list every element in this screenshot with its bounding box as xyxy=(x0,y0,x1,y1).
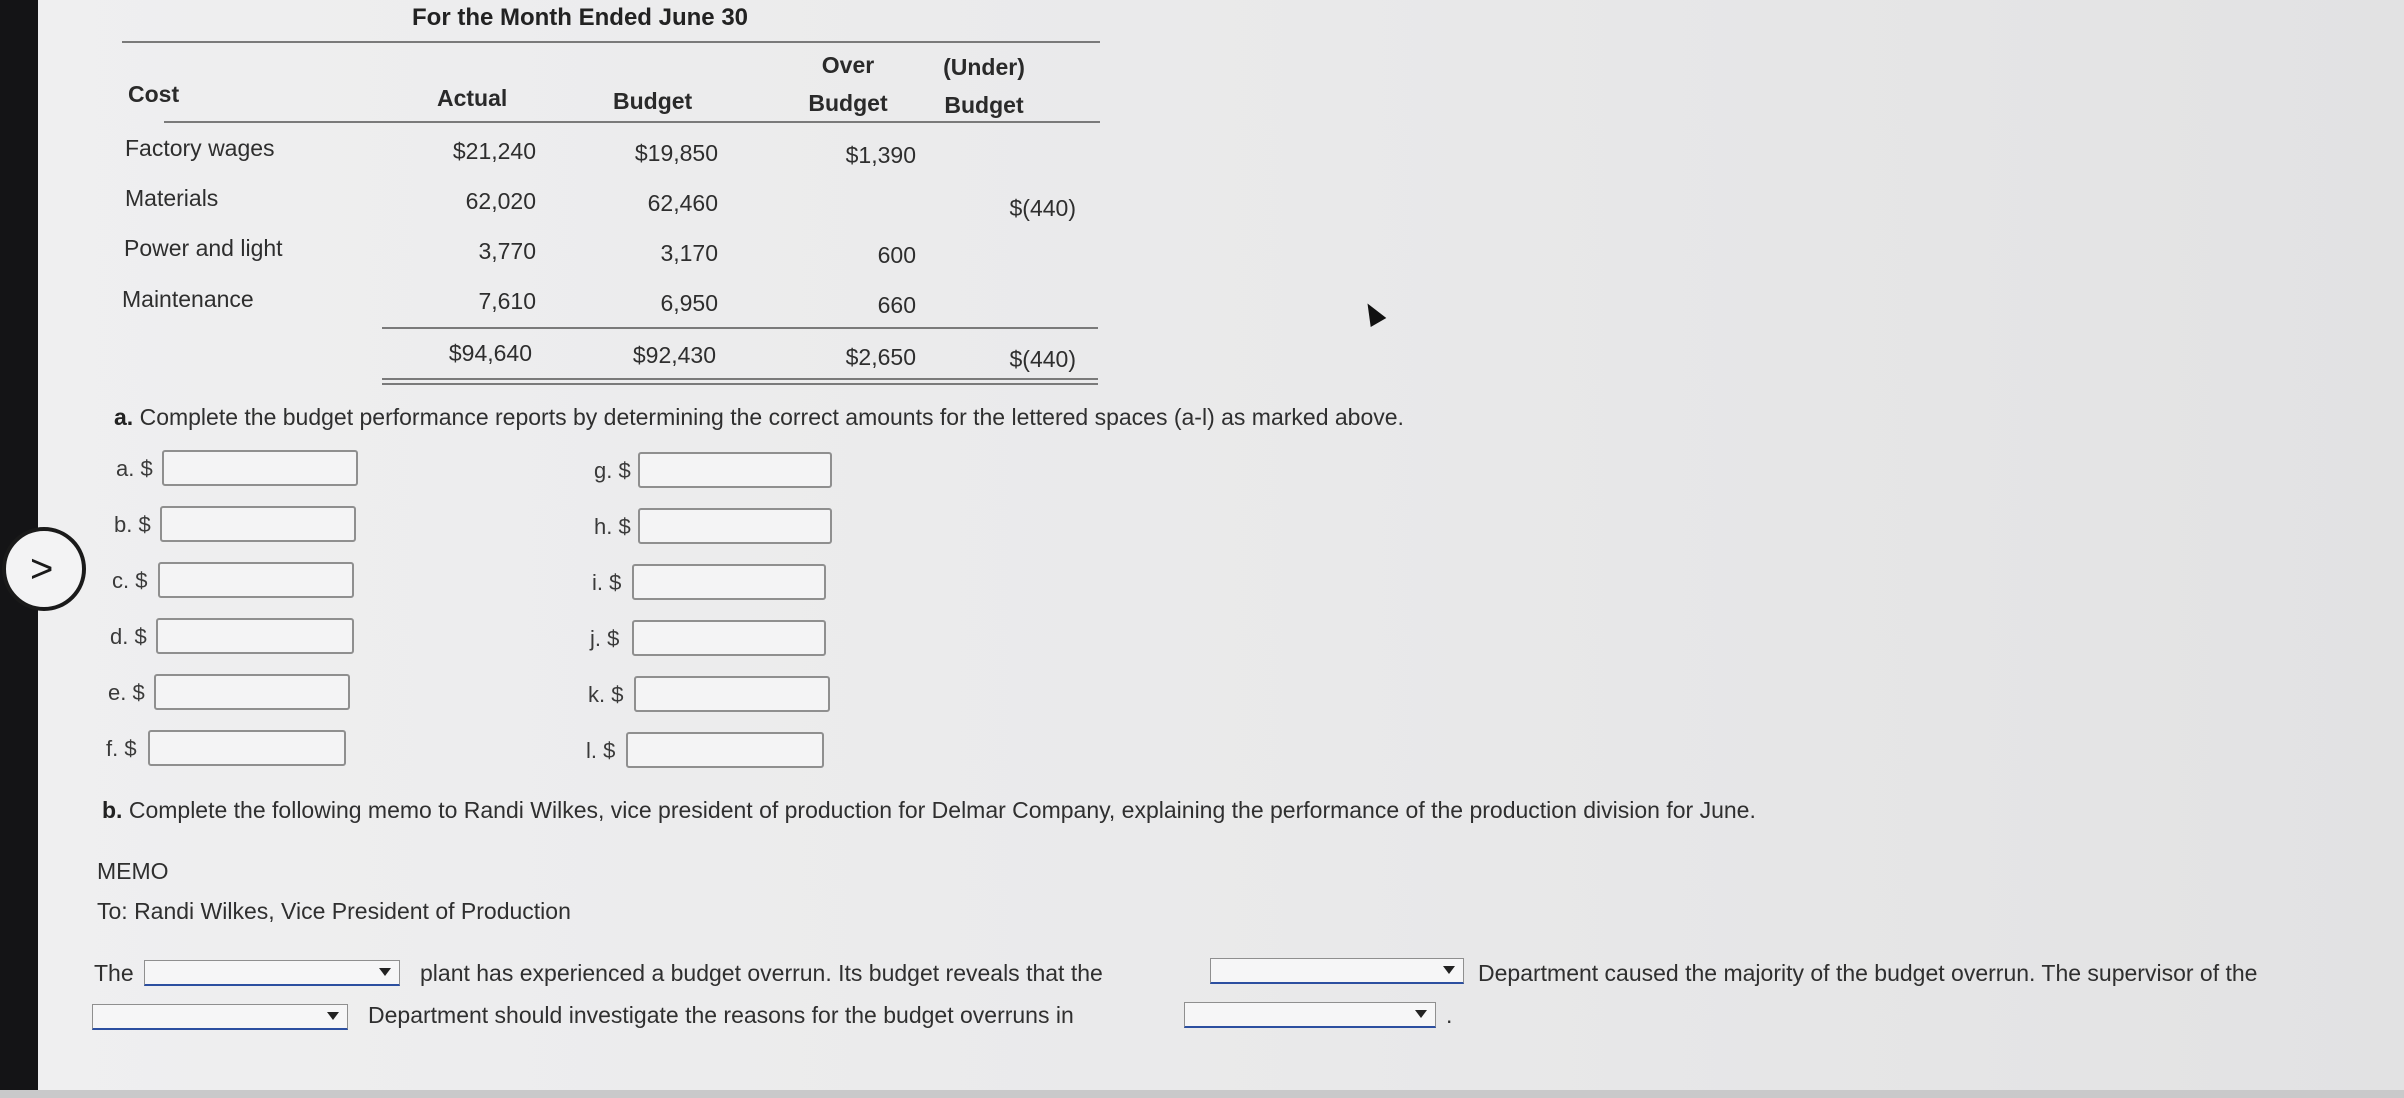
row-over: 600 xyxy=(877,242,916,268)
answer-j-input[interactable] xyxy=(632,620,826,656)
row-cost-materials: Materials xyxy=(125,185,219,211)
answer-h-input[interactable] xyxy=(638,508,832,544)
field-label-g: g. $ xyxy=(594,458,631,483)
row-budget: 6,950 xyxy=(660,290,718,316)
department-select-2[interactable] xyxy=(92,1004,348,1030)
header-under-2: Budget xyxy=(944,92,1024,118)
header-over-2: Budget xyxy=(808,90,888,116)
part-a-letter: a. xyxy=(114,404,134,430)
header-over-1: Over xyxy=(821,52,875,78)
total-over: $2,650 xyxy=(845,344,916,370)
answer-d-input[interactable] xyxy=(156,618,354,654)
answer-g-input[interactable] xyxy=(638,452,832,488)
chevron-down-icon xyxy=(1415,1010,1427,1018)
plant-select[interactable] xyxy=(144,960,400,986)
mouse-cursor-icon xyxy=(1360,299,1387,327)
field-label-b: b. $ xyxy=(114,512,151,537)
part-b-text: Complete the following memo to Randi Wilkes, vice president of production for Delmar Company, explaining the performance of the production division for June. xyxy=(128,797,1756,823)
answer-b-input[interactable] xyxy=(160,506,356,542)
chevron-down-icon xyxy=(327,1012,339,1020)
row-under: $(440) xyxy=(1009,195,1076,221)
field-label-f: f. $ xyxy=(106,736,137,761)
memo-text-2: plant has experienced a budget overrun. Its budget reveals that the xyxy=(420,960,1103,986)
answer-e-input[interactable] xyxy=(154,674,350,710)
memo-to: To: Randi Wilkes, Vice President of Production xyxy=(97,898,571,924)
field-label-i: i. $ xyxy=(592,570,622,595)
report-title: For the Month Ended June 30 xyxy=(412,4,749,31)
bottom-edge xyxy=(0,1090,2404,1098)
header-under-1: (Under) xyxy=(943,54,1025,80)
row-cost-power-light: Power and light xyxy=(124,235,283,261)
header-cost: Cost xyxy=(128,81,180,107)
department-select-1[interactable] xyxy=(1210,958,1464,984)
answer-c-input[interactable] xyxy=(158,562,354,598)
answer-f-input[interactable] xyxy=(148,730,346,766)
row-cost-maintenance: Maintenance xyxy=(122,286,254,312)
total-under: $(440) xyxy=(1009,346,1076,372)
row-actual: $21,240 xyxy=(452,138,536,164)
field-label-c: c. $ xyxy=(112,568,148,593)
memo-text-3: Department caused the majority of the budget overrun. The supervisor of the xyxy=(1478,960,2258,986)
row-actual: 7,610 xyxy=(478,288,536,314)
page xyxy=(38,0,2404,1092)
answer-a-input[interactable] xyxy=(162,450,358,486)
row-actual: 3,770 xyxy=(478,238,536,264)
row-actual: 62,020 xyxy=(465,188,536,214)
total-budget: $92,430 xyxy=(632,342,716,368)
chevron-down-icon xyxy=(1443,966,1455,974)
part-b-prompt xyxy=(102,797,1756,824)
row-over: $1,390 xyxy=(845,142,916,168)
row-budget: 3,170 xyxy=(660,240,718,266)
field-label-h: h. $ xyxy=(594,514,631,539)
answer-i-input[interactable] xyxy=(632,564,826,600)
row-budget: $19,850 xyxy=(634,140,718,166)
next-question-button[interactable] xyxy=(2,527,86,611)
field-label-k: k. $ xyxy=(588,682,624,707)
chevron-right-icon: > xyxy=(30,547,54,591)
part-b-letter: b. xyxy=(102,797,123,823)
field-label-j: j. $ xyxy=(590,626,620,651)
header-budget: Budget xyxy=(613,88,693,114)
row-cost-factory-wages: Factory wages xyxy=(125,135,275,161)
chevron-down-icon xyxy=(379,968,391,976)
header-actual: Actual xyxy=(437,85,508,111)
row-over: 660 xyxy=(877,292,916,318)
answer-k-input[interactable] xyxy=(634,676,830,712)
total-actual: $94,640 xyxy=(448,340,532,366)
field-label-a: a. $ xyxy=(116,456,153,481)
row-budget: 62,460 xyxy=(647,190,718,216)
overrun-area-select[interactable] xyxy=(1184,1002,1436,1028)
field-label-d: d. $ xyxy=(110,624,147,649)
part-a-text: Complete the budget performance reports by determining the correct amounts for the lettered spaces (a-l) as marked above. xyxy=(139,404,1404,430)
field-label-e: e. $ xyxy=(108,680,145,705)
memo-text-4: Department should investigate the reasons for the budget overruns in xyxy=(368,1002,1074,1028)
memo-heading: MEMO xyxy=(97,858,169,884)
field-label-l: l. $ xyxy=(586,738,616,763)
memo-text-1: The xyxy=(94,960,134,986)
memo-text-5: . xyxy=(1446,1002,1453,1028)
answer-l-input[interactable] xyxy=(626,732,824,768)
part-a-prompt xyxy=(114,404,1404,431)
